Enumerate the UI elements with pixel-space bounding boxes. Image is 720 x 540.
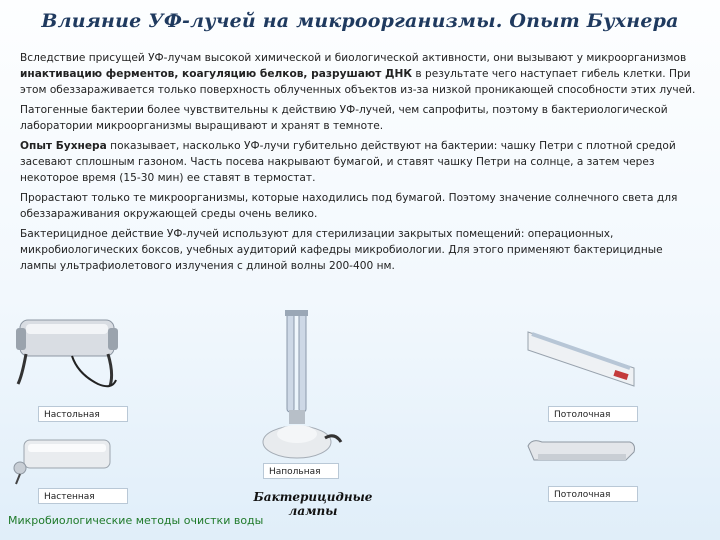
paragraph-1-start: Вследствие присущей УФ-лучам высокой химической и биологической активности, они вызывают у микроорганизмов: [20, 52, 687, 64]
body-text: [20, 50, 700, 278]
floor-lamp-image: [255, 310, 345, 460]
desk-lamp-image: [12, 314, 122, 396]
wall-lamp-image: [12, 430, 122, 488]
label-floor: Напольная: [263, 463, 339, 479]
footer-text: Микробиологические методы очистки воды: [8, 514, 264, 527]
slide-title: Влияние УФ-лучей на микроорганизмы. Опыт Бухнера: [41, 10, 679, 32]
paragraph-3: [20, 138, 700, 186]
paragraph-3-rest: показывает, насколько УФ-лучи губительно действуют на бактерии: чашку Петри с плотной средой засевают сплошным газоном. Часть посева накрывают бумагой, и ставят чашку Петри на солнце, а затем через некоторое время (15-30 мин) ее ставят в термостат.: [20, 140, 676, 184]
ceiling-lamp-image-1: [522, 320, 640, 392]
label-desk: Настольная: [38, 406, 128, 422]
paragraph-1-bold: инактивацию ферментов, коагуляцию белков, разрушают ДНК: [20, 68, 413, 80]
ceiling-lamp-image-2: [522, 436, 640, 476]
label-ceiling-2: Потолочная: [548, 486, 638, 502]
lamps-caption: Бактерицидные лампы: [253, 490, 373, 518]
label-ceiling-1: Потолочная: [548, 406, 638, 422]
paragraph-2: Патогенные бактерии более чувствительны к действию УФ-лучей, чем сапрофиты, поэтому в бактериологической лаборатории микроорганизмы выращивают и хранят в темноте.: [20, 104, 668, 132]
paragraph-1-end: в результате чего наступает гибель клетки. При этом обеззараживается только поверхность облученных объектов из-за низкой проникающей способности этих лучей.: [20, 68, 696, 96]
paragraph-3-bold: Опыт Бухнера: [20, 140, 107, 152]
paragraph-4: Прорастают только те микроорганизмы, которые находились под бумагой. Поэтому значение солнечного света для обеззараживания окружающей среды очень велико.: [20, 192, 678, 220]
paragraph-5: Бактерицидное действие УФ-лучей используют для стерилизации закрытых помещений: операционных, микробиологических боксов, учебных аудиторий кафедры микробиологии. Для этого применяют бактерицидные лампы ультрафиолетового излучения с длиной волны 200-400 нм.: [20, 228, 663, 272]
label-wall: Настенная: [38, 488, 128, 504]
paragraph-1: [20, 50, 700, 98]
